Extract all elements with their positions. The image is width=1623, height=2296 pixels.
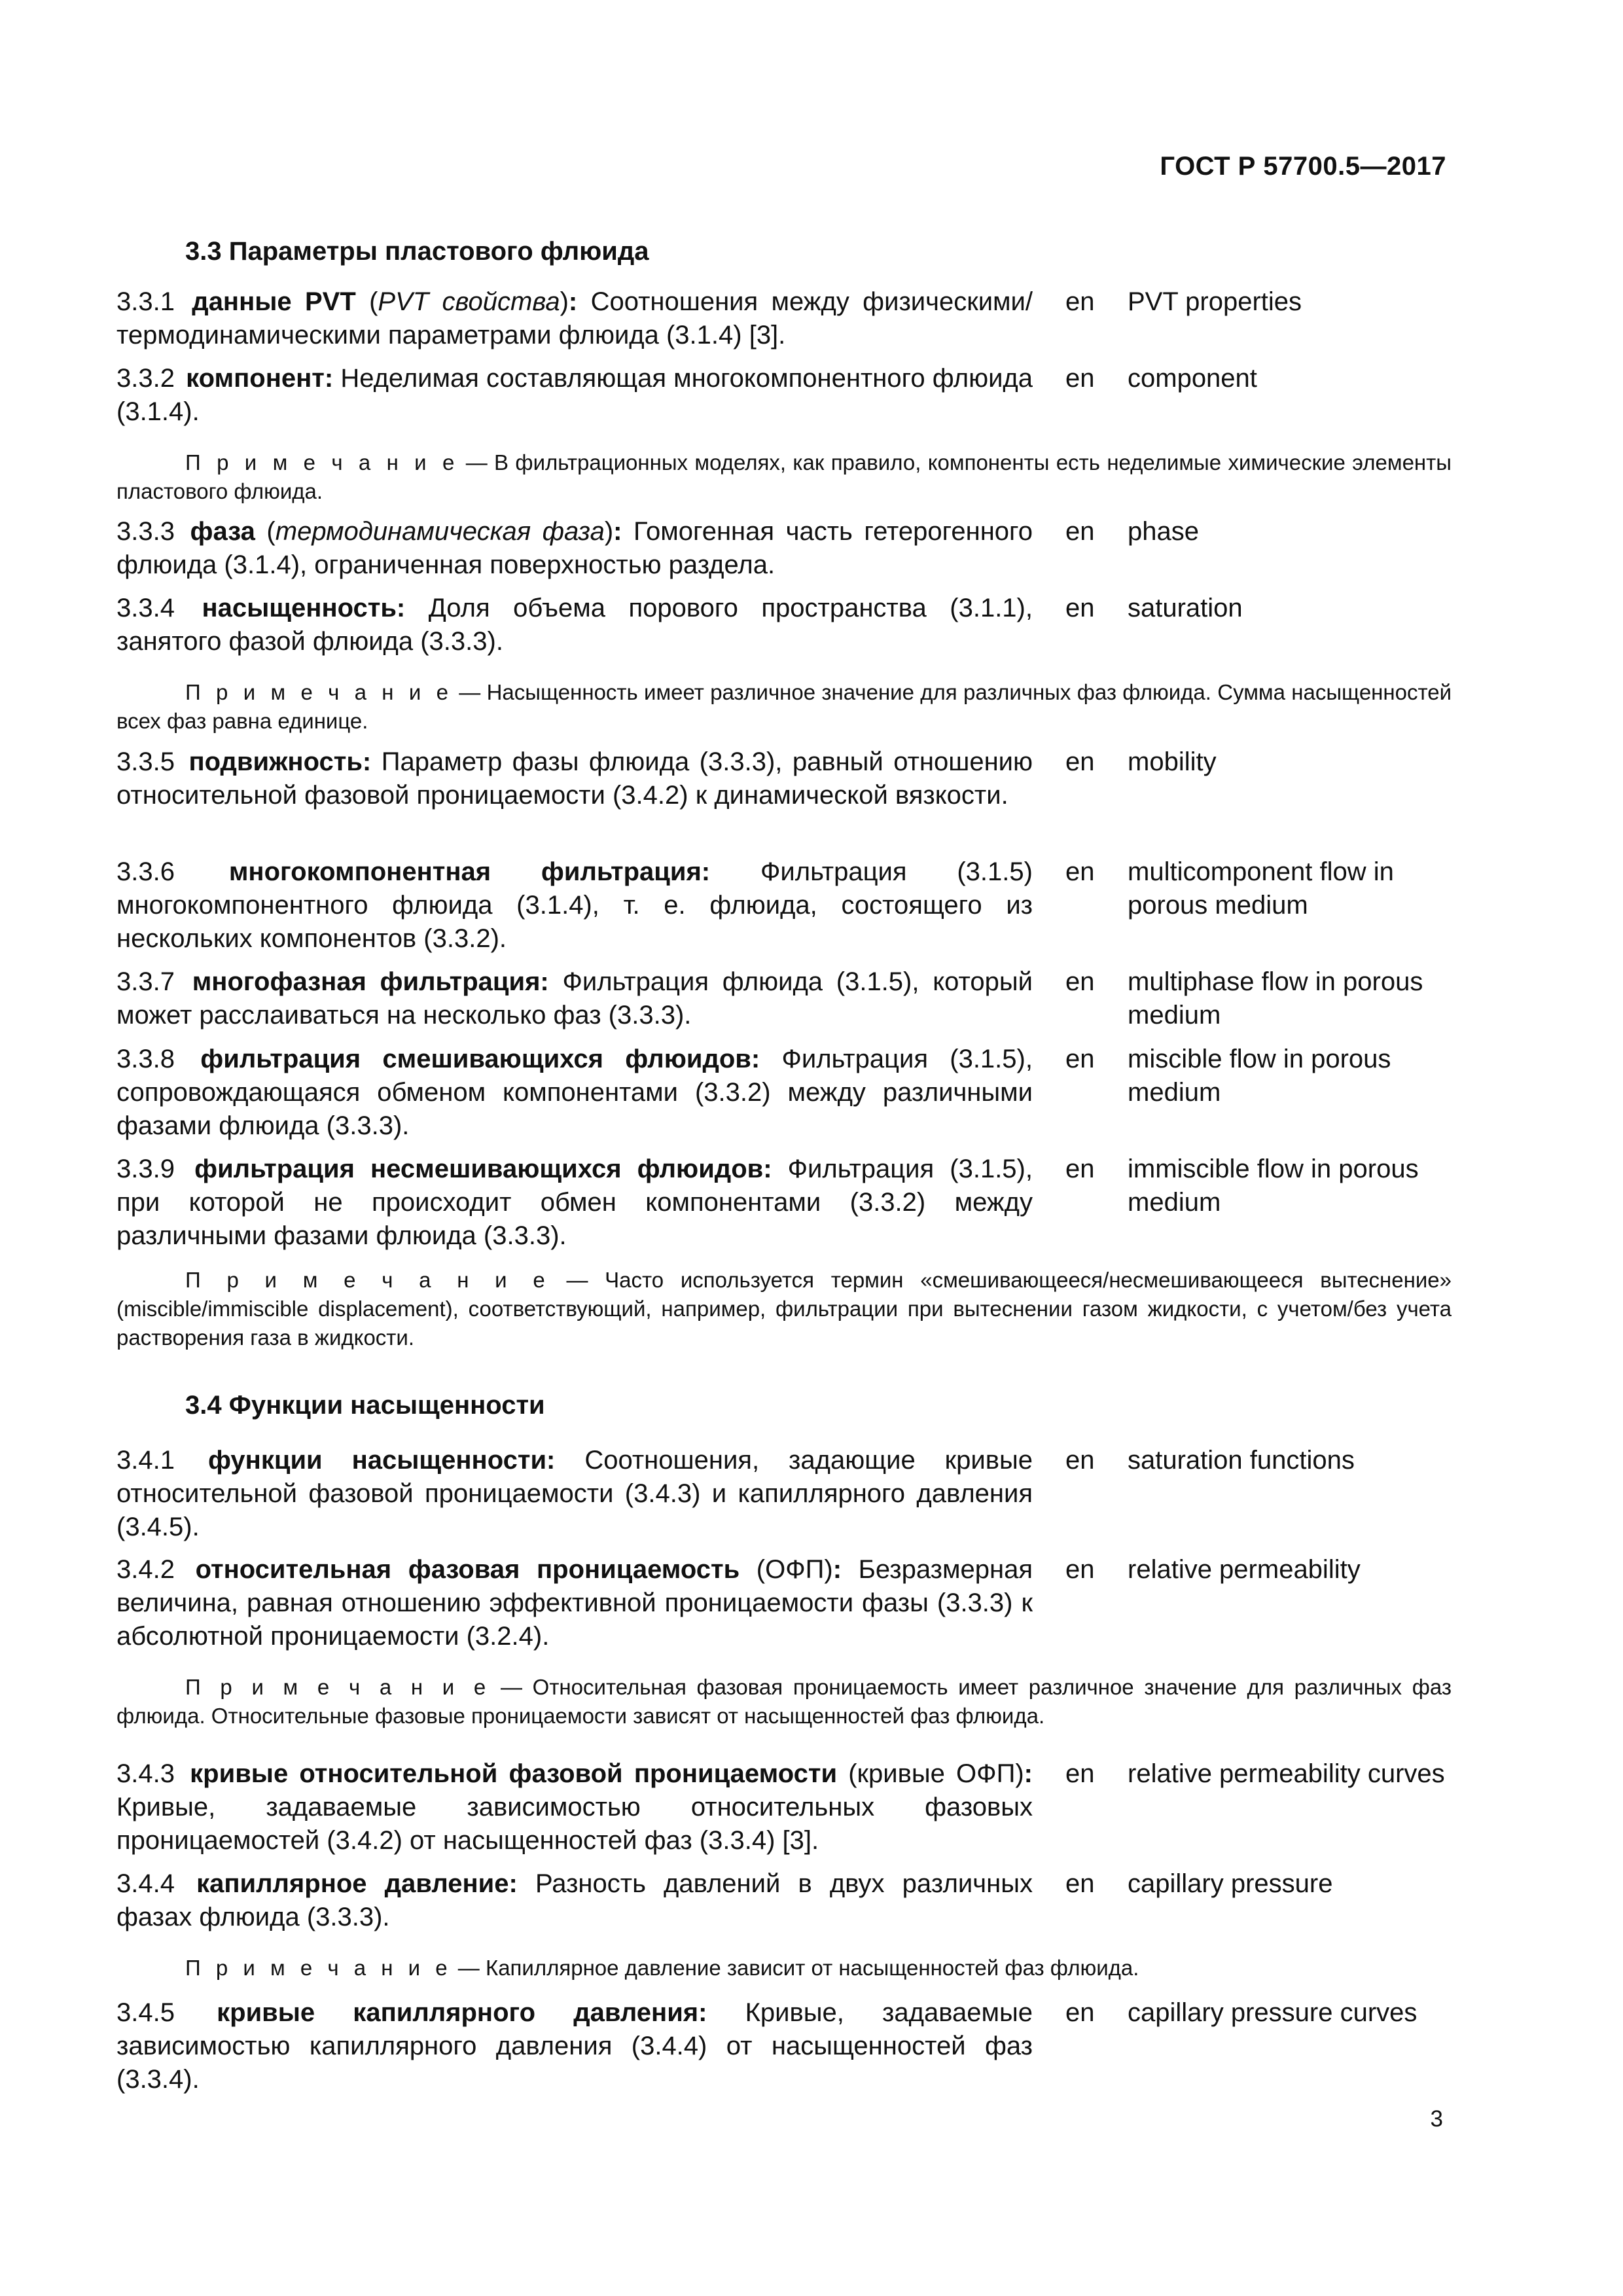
term-entry: [116, 1867, 1452, 1934]
entry-definition: Безразмерная величина, равная отношению эффективной проницаемости фазы (3.3.3) к абсолютной проницаемости (3.2.4).: [116, 1555, 1033, 1651]
entry-term: кривые капиллярного давления:: [217, 1998, 707, 2027]
language-code: en: [1065, 1998, 1095, 2027]
entry-definition: Соотношения между физическими/термодинамическими параметрами флюида (3.1.4) [3].: [116, 287, 1033, 350]
entry-term: насыщенность:: [202, 594, 406, 622]
entry-number: 3.4.3: [116, 1759, 175, 1788]
entry-term: подвижность:: [188, 747, 372, 776]
english-term: relative permeability curves: [1128, 1759, 1445, 1788]
entry-text: [116, 362, 1033, 429]
term-entry: [116, 1996, 1452, 2096]
language-code: en: [1065, 747, 1095, 776]
term-entry: [116, 965, 1452, 1032]
language-code: en: [1065, 1446, 1095, 1475]
english-term: mobility: [1128, 747, 1217, 776]
note: [116, 1954, 1452, 1982]
note: [116, 678, 1452, 736]
entry-text: [116, 1043, 1033, 1143]
english-term: capillary pressure curves: [1128, 1998, 1418, 2027]
entry-definition: Фильтрация (3.1.5), при которой не происходит обмен компонентами (3.3.2) между различными фазами флюида (3.3.3).: [116, 1155, 1033, 1250]
term-entry: [116, 592, 1452, 658]
english-term: multiphase flow in porous medium: [1128, 967, 1423, 1030]
entry-term: компонент:: [186, 364, 334, 393]
note: [116, 1266, 1452, 1352]
note-text: — Капиллярное давление зависит от насыщенностей фаз флюида.: [457, 1956, 1139, 1980]
language-code: en: [1065, 1759, 1095, 1788]
entry-term-abbreviation: кривые ОФП: [857, 1759, 1016, 1788]
note-label: П р и м е ч а н и е: [185, 1268, 550, 1292]
entry-definition: Фильтрация флюида (3.1.5), который может расслаиваться на несколько фаз (3.3.3).: [116, 967, 1033, 1030]
term-entry: [116, 285, 1452, 352]
entry-text: 3.4.2 относительная фазовая проницаемость (ОФП): Безразмерная величина, равная отношению эффективной проницаемости фазы (3.3.3) к абсолютной проницаемости (3.2.4).: [116, 1555, 1033, 1651]
note-text: — Насыщенность имеет различное значение для различных фаз флюида. Сумма насыщенностей всех фаз равна единице.: [116, 680, 1452, 733]
term-entry: [116, 1043, 1452, 1143]
entry-definition: Кривые, задаваемые зависимостью капиллярного давления (3.4.4) от насыщенностей фаз (3.3.4).: [116, 1998, 1033, 2094]
entry-number: 3.4.1: [116, 1446, 175, 1475]
section-heading: 3.4 Функции насыщенности: [185, 1391, 545, 1420]
entry-text: [116, 1444, 1033, 1544]
note-text: — Часто используется термин «смешивающееся/несмешивающееся вытеснение» (miscible/immiscible displacement), соответствующий, например, фильтрации при вытеснении газом жидкости, с учетом/без учета растворения газа в жидкости.: [116, 1268, 1452, 1350]
entry-text: [116, 592, 1033, 658]
note-label: П р и м е ч а н и е: [185, 680, 453, 704]
language-code: en: [1065, 1555, 1095, 1584]
entry-definition: Соотношения, задающие кривые относительной фазовой проницаемости (3.4.3) и капиллярного давления (3.4.5).: [116, 1446, 1033, 1541]
term-entry: [116, 1444, 1452, 1544]
language-code: en: [1065, 594, 1095, 622]
language-code: en: [1065, 1045, 1095, 1073]
entry-term: многофазная фильтрация:: [192, 967, 549, 996]
term-entry: [116, 515, 1452, 582]
entry-definition: Гомогенная часть гетерогенного флюида (3.1.4), ограниченная поверхностью раздела.: [116, 517, 1033, 579]
language-code: en: [1065, 364, 1095, 393]
entry-term: данные PVT: [192, 287, 356, 316]
language-code: en: [1065, 857, 1095, 886]
note: [116, 1673, 1452, 1731]
english-term: component: [1128, 364, 1257, 393]
language-code: en: [1065, 287, 1095, 316]
entry-number: 3.3.7: [116, 967, 175, 996]
entry-number: 3.3.8: [116, 1045, 175, 1073]
entry-number: 3.3.9: [116, 1155, 175, 1183]
entry-term: функции насыщенности:: [207, 1446, 556, 1475]
note-label: П р и м е ч а н и е: [185, 1675, 491, 1699]
language-code: en: [1065, 1869, 1095, 1898]
entry-text: [116, 965, 1033, 1032]
term-entry: [116, 1757, 1452, 1857]
note-label: П р и м е ч а н и е: [185, 1956, 452, 1980]
entry-definition: Фильтрация (3.1.5), сопровождающаяся обменом компонентами (3.3.2) между различными фазами флюида (3.3.3).: [116, 1045, 1033, 1140]
entry-text: 3.4.3 кривые относительной фазовой проницаемости (кривые ОФП): Кривые, задаваемые зависимостью относительных фазовых проницаемостей (3.4.2) от насыщенностей фаз (3.3.4) [3].: [116, 1759, 1033, 1855]
note-label: П р и м е ч а н и е: [185, 450, 459, 475]
entry-term: капиллярное давление:: [196, 1869, 518, 1898]
entry-definition: Кривые, задаваемые зависимостью относительных фазовых проницаемостей (3.4.2) от насыщенностей фаз (3.3.4) [3].: [116, 1793, 1033, 1855]
document-code: ГОСТ Р 57700.5—2017: [1160, 152, 1446, 181]
entry-number: 3.3.4: [116, 594, 175, 622]
entry-term-abbreviation: ОФП: [765, 1555, 825, 1584]
english-term: saturation: [1128, 594, 1243, 622]
note-text: — Относительная фазовая проницаемость имеет различное значение для различных фаз флюида. Относительные фазовые проницаемости зависят от насыщенностей фаз флюида.: [116, 1675, 1452, 1728]
note: [116, 448, 1452, 506]
entry-text: [116, 1996, 1033, 2096]
term-entry: [116, 1153, 1452, 1253]
entry-definition: Неделимая составляющая многокомпонентного флюида (3.1.4).: [116, 364, 1033, 426]
english-term: phase: [1128, 517, 1199, 546]
entry-definition: Доля объема порового пространства (3.1.1), занятого фазой флюида (3.3.3).: [116, 594, 1033, 656]
entry-term: кривые относительной фазовой проницаемости: [190, 1759, 838, 1788]
entry-number: 3.3.1: [116, 287, 175, 316]
entry-text: [116, 855, 1033, 956]
entry-term: относительная фазовая проницаемость: [195, 1555, 740, 1584]
entry-number: 3.3.6: [116, 857, 175, 886]
english-term: PVT properties: [1128, 287, 1302, 316]
entry-term-synonym: термодинамическая фаза: [275, 517, 605, 546]
entry-text: 3.3.3 фаза (термодинамическая фаза): Гомогенная часть гетерогенного флюида (3.1.4), ограниченная поверхностью раздела.: [116, 517, 1033, 579]
entry-term: фильтрация смешивающихся флюидов:: [200, 1045, 760, 1073]
entry-definition: Разность давлений в двух различных фазах флюида (3.3.3).: [116, 1869, 1033, 1931]
entry-text: 3.3.1 данные PVT (PVT свойства): Соотношения между физическими/термодинамическими параметрами флюида (3.1.4) [3].: [116, 287, 1033, 350]
entry-term: фаза: [190, 517, 255, 546]
english-term: relative permeability: [1128, 1555, 1361, 1584]
language-code: en: [1065, 967, 1095, 996]
entry-text: [116, 745, 1033, 812]
language-code: en: [1065, 1155, 1095, 1183]
term-entry: [116, 855, 1452, 956]
entry-term-synonym: PVT свойства: [378, 287, 560, 316]
entry-number: 3.4.5: [116, 1998, 175, 2027]
english-term: multicomponent flow in porous medium: [1128, 857, 1394, 920]
entry-number: 3.4.2: [116, 1555, 175, 1584]
page-number: 3: [1430, 2106, 1443, 2132]
entry-term: фильтрация несмешивающихся флюидов:: [194, 1155, 772, 1183]
entry-text: [116, 1867, 1033, 1934]
term-entry: [116, 1553, 1452, 1653]
entry-number: 3.3.5: [116, 747, 175, 776]
entry-number: 3.3.3: [116, 517, 175, 546]
entry-definition: Параметр фазы флюида (3.3.3), равный отношению относительной фазовой проницаемости (3.4.2) к динамической вязкости.: [116, 747, 1033, 810]
entry-definition: Фильтрация (3.1.5) многокомпонентного флюида (3.1.4), т. е. флюида, состоящего из нескольких компонентов (3.3.2).: [116, 857, 1033, 953]
entry-term: многокомпонентная фильтрация:: [228, 857, 711, 886]
note-text: — В фильтрационных моделях, как правило, компоненты есть неделимые химические элементы пластового флюида.: [116, 450, 1452, 503]
english-term: miscible flow in porous medium: [1128, 1045, 1391, 1107]
term-entry: [116, 745, 1452, 812]
english-term: saturation functions: [1128, 1446, 1355, 1475]
entry-number: 3.3.2: [116, 364, 175, 393]
entry-number: 3.4.4: [116, 1869, 175, 1898]
language-code: en: [1065, 517, 1095, 546]
english-term: immiscible flow in porous medium: [1128, 1155, 1419, 1217]
section-heading: 3.3 Параметры пластового флюида: [185, 237, 649, 266]
term-entry: [116, 362, 1452, 429]
entry-text: [116, 1153, 1033, 1253]
english-term: capillary pressure: [1128, 1869, 1333, 1898]
